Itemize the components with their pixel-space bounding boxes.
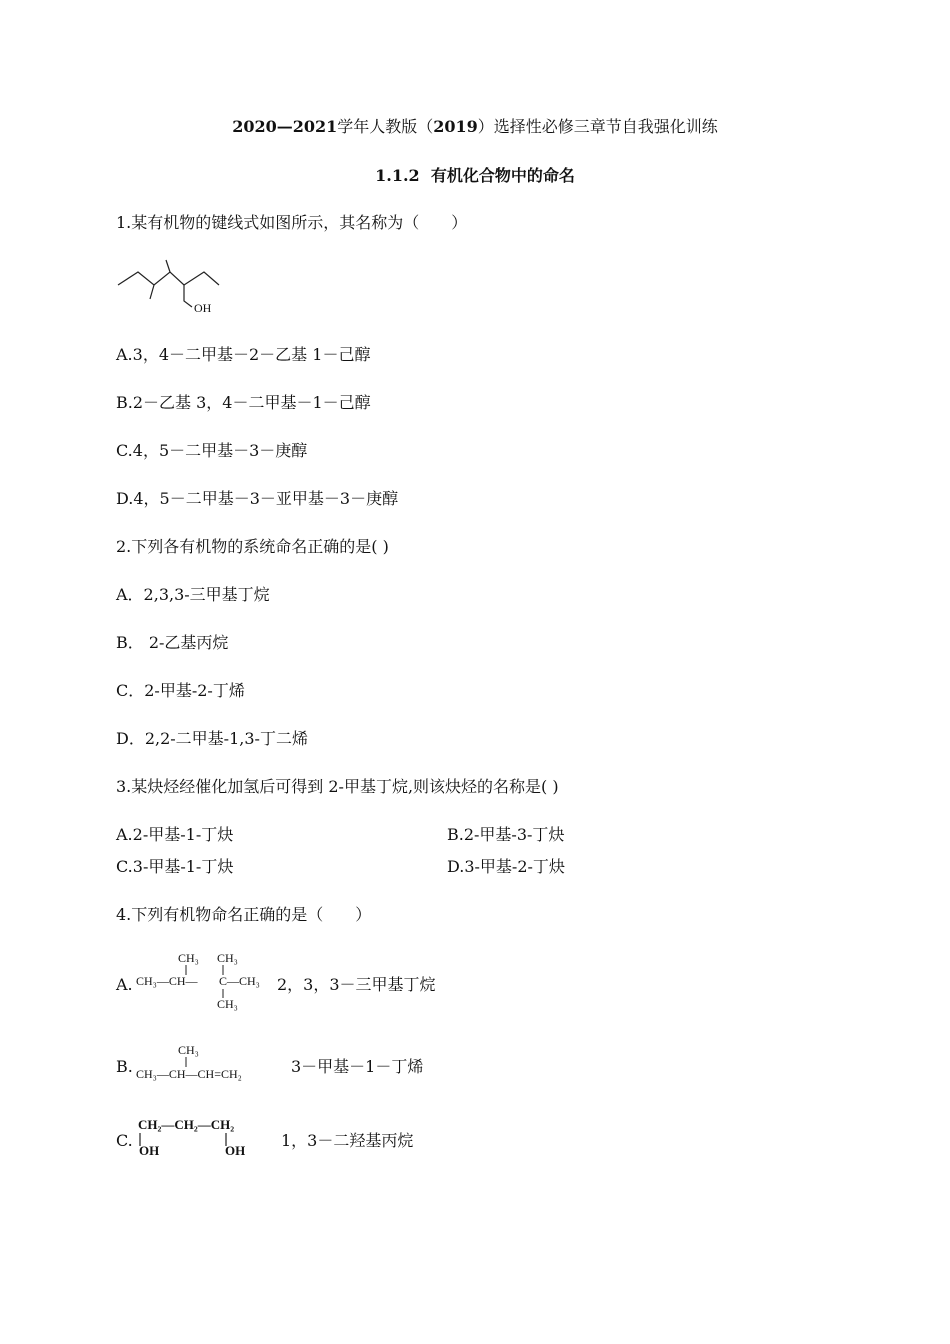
- q4-option-a-formula: [134, 948, 274, 1012]
- q4c-oh-2: OH: [225, 1143, 246, 1158]
- q2-option-c: C．2-甲基-2-丁烯: [116, 681, 245, 700]
- title-part1: 学年人教版（: [337, 117, 434, 136]
- q3-option-c: C.3-甲基-1-丁炔: [116, 857, 234, 876]
- q1-option-b: B.2－乙基 3，4－二甲基－1－己醇: [116, 393, 371, 412]
- q3-option-d: D.3-甲基-2-丁炔: [447, 857, 565, 876]
- q4a-main-c: C: [219, 974, 228, 988]
- q4a-top-methyl-2: CH₃: [217, 951, 238, 965]
- q1-oh-label: OH: [194, 301, 212, 315]
- q3-stem: 3.某炔烃经催化加氢后可得到 2-甲基丁烷,则该炔烃的名称是( ): [116, 777, 559, 796]
- q1-option-d: D.4，5－二甲基－3－亚甲基－3－庚醇: [116, 489, 399, 508]
- q2-option-b: B． 2-乙基丙烷: [116, 633, 229, 652]
- q4a-main-left: CH₃—CH—: [136, 974, 198, 988]
- q4-option-c-formula: [136, 1113, 266, 1161]
- q4a-main-right: —CH₃: [227, 974, 260, 988]
- q3-option-b: B.2-甲基-3-丁炔: [447, 825, 565, 844]
- q1-option-c: C.4，5－二甲基－3－庚醇: [116, 441, 308, 460]
- q4-stem: 4.下列有机物命名正确的是（ ）: [116, 905, 372, 924]
- title-part2: ）选择性必修三章节自我强化训练: [477, 117, 718, 136]
- document-subtitle: [0, 166, 950, 186]
- q4-option-b-name: 3－甲基－1－丁烯: [291, 1057, 424, 1076]
- q2-option-a: A．2,3,3-三甲基丁烷: [116, 585, 270, 604]
- q4c-oh-1: OH: [139, 1143, 160, 1158]
- q4-option-c-label: C.: [116, 1131, 133, 1150]
- q1-option-a: A.3，4－二甲基－2－乙基 1－己醇: [116, 345, 371, 364]
- q1-stem: 1.某有机物的键线式如图所示，其名称为（ ）: [116, 213, 468, 232]
- q4b-main-chain: CH₃—CH—CH=CH₂: [136, 1067, 242, 1081]
- q2-stem: 2.下列各有机物的系统命名正确的是( ): [116, 537, 389, 556]
- q4-option-a-name: 2，3，3－三甲基丁烷: [277, 975, 436, 994]
- q3-option-a: A.2-甲基-1-丁炔: [116, 825, 234, 844]
- subtitle-text: 有机化合物中的命名: [430, 166, 575, 185]
- q4-option-b-label: B.: [116, 1057, 133, 1076]
- q4-option-a-label: A.: [116, 975, 133, 994]
- subtitle-number: 1.1.2: [375, 166, 420, 185]
- title-edition: 2019: [433, 117, 478, 136]
- q4b-top-methyl: CH₃: [178, 1043, 199, 1057]
- title-year: 2020—2021: [232, 117, 338, 136]
- q4a-top-methyl-1: CH₃: [178, 951, 199, 965]
- q4-option-c-name: 1，3－二羟基丙烷: [281, 1131, 414, 1150]
- q4a-bottom-methyl: CH₃: [217, 997, 238, 1011]
- q1-skeletal-structure: [114, 255, 224, 319]
- q4-option-b-formula: [134, 1038, 284, 1086]
- q4c-main-chain: CH₂—CH₂—CH₂: [138, 1117, 235, 1132]
- q2-option-d: D．2,2-二甲基-1,3-丁二烯: [116, 729, 308, 748]
- document-title: [0, 117, 950, 137]
